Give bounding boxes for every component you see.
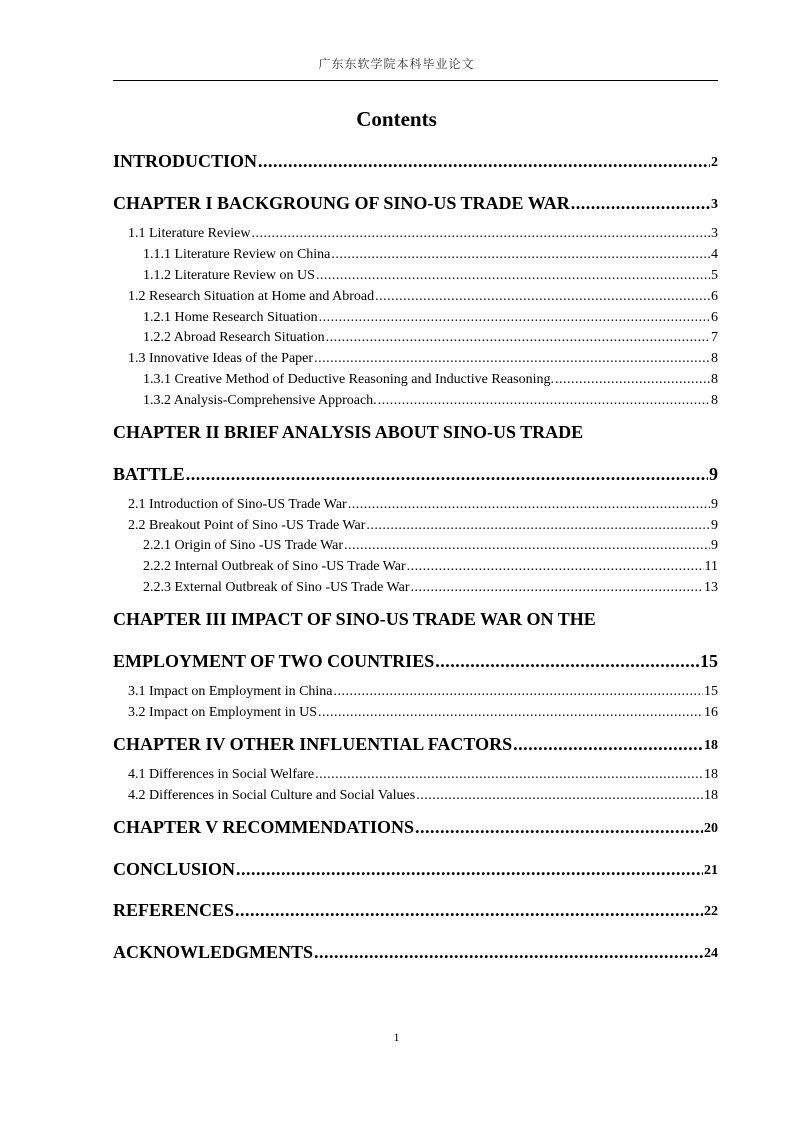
toc-entry-page: 18 [704,788,718,803]
dot-leader [411,581,703,595]
toc-entry-chapter-1[interactable] [113,194,718,212]
toc-entry-page: 24 [704,946,718,961]
dot-leader [326,331,710,345]
toc-entry-page: 15 [700,651,718,671]
toc-entry-conclusion[interactable] [113,860,718,878]
dot-leader [331,248,710,262]
toc-entry-section-1-2[interactable] [128,290,718,304]
dot-leader [315,768,703,782]
toc-entry-page: 11 [704,559,718,574]
toc-entry-title: 2.2.2 Internal Outbreak of Sino -US Trade War [143,559,406,574]
toc-entry-title: 1.2.2 Abroad Research Situation [143,330,325,345]
toc-entry-section-1-1-1[interactable] [143,248,718,262]
toc-entry-title: CHAPTER I BACKGROUNG OF SINO-US TRADE WAR [113,193,570,213]
dot-leader [235,901,703,919]
toc-entry-section-2-1[interactable] [128,498,718,512]
running-header: 广东东软学院本科毕业论文 [318,57,475,71]
toc-entry-title: BATTLE [113,464,185,484]
toc-entry-title: CONCLUSION [113,859,236,879]
toc-entry-page: 6 [711,310,718,325]
toc-entry-page: 4 [711,247,718,262]
dot-leader [415,818,703,836]
toc-entry-section-1-3-2[interactable] [143,394,718,408]
toc-entry-title: 2.2 Breakout Point of Sino -US Trade War [128,518,366,533]
toc-entry-section-2-2-2[interactable] [143,560,718,574]
toc-entry-page: 18 [704,767,718,782]
dot-leader [435,652,699,670]
dot-leader [366,519,710,533]
dot-leader [378,394,710,408]
toc-entry-section-1-1-2[interactable] [143,269,718,283]
toc-entry-title: 3.2 Impact on Employment in US [128,705,317,720]
toc-entry-title: CHAPTER V RECOMMENDATIONS [113,817,415,837]
toc-entry-title: 2.2.1 Origin of Sino -US Trade War [143,538,344,553]
dot-leader [416,789,703,803]
toc-entry-introduction[interactable] [113,152,718,170]
toc-entry-section-4-2[interactable] [128,789,718,803]
toc-entry-title: 1.3 Innovative Ideas of the Paper [128,351,314,366]
toc-entry-page: 6 [711,289,718,304]
toc-entry-page: 5 [711,268,718,283]
toc-entry-title: ACKNOWLEDGMENTS [113,942,314,962]
toc-entry-page: 18 [704,738,718,753]
toc-entry-section-2-2[interactable] [128,519,718,533]
dot-leader [314,943,703,961]
toc-entry-chapter-2-title-line1[interactable]: CHAPTER II BRIEF ANALYSIS ABOUT SINO-US TRADE [113,422,584,442]
dot-leader [571,194,710,212]
toc-entry-section-2-2-3[interactable] [143,581,718,595]
toc-entry-section-1-3-1[interactable] [143,373,718,387]
toc-entry-page: 9 [711,538,718,553]
toc-entry-page: 3 [711,226,718,241]
toc-entry-page: 13 [704,580,718,595]
toc-entry-page: 22 [704,904,718,919]
toc-entry-chapter-2[interactable] [113,465,718,483]
dot-leader [316,269,710,283]
toc-entry-chapter-3[interactable] [113,652,718,670]
dot-leader [513,735,703,753]
toc-entry-title: 1.1.1 Literature Review on China [143,247,331,262]
dot-leader [319,311,710,325]
toc-entry-title: 4.2 Differences in Social Culture and Social Values [128,788,416,803]
toc-entry-page: 8 [711,393,718,408]
toc-entry-page: 20 [704,821,718,836]
toc-entry-title: 1.1.2 Literature Review on US [143,268,315,283]
dot-leader [344,539,710,553]
toc-entry-title: 1.2 Research Situation at Home and Abroad [128,289,375,304]
toc-title: Contents [356,107,437,131]
toc-entry-references[interactable] [113,901,718,919]
toc-entry-section-1-3[interactable] [128,352,718,366]
toc-entry-title: 1.3.2 Analysis-Comprehensive Approach. [143,393,377,408]
toc-entry-title: EMPLOYMENT OF TWO COUNTRIES [113,651,435,671]
dot-leader [314,352,710,366]
dot-leader [236,860,703,878]
toc-entry-title: 2.1 Introduction of Sino-US Trade War [128,497,347,512]
dot-leader [555,373,710,387]
dot-leader [334,685,703,699]
toc-entry-page: 3 [711,197,718,212]
toc-entry-title: INTRODUCTION [113,151,258,171]
dot-leader [186,465,708,483]
toc-entry-title: 4.1 Differences in Social Welfare [128,767,315,782]
toc-entry-section-1-2-1[interactable] [143,311,718,325]
toc-entry-title: 2.2.3 External Outbreak of Sino -US Trade War [143,580,410,595]
dot-leader [258,152,710,170]
toc-entry-chapter-5[interactable] [113,818,718,836]
toc-entry-section-4-1[interactable] [128,768,718,782]
toc-entry-chapter-4[interactable] [113,735,718,753]
toc-entry-section-1-2-2[interactable] [143,331,718,345]
toc-entry-page: 8 [711,351,718,366]
toc-entry-page: 9 [711,497,718,512]
page-number: 1 [393,1030,400,1044]
toc-entry-page: 21 [704,863,718,878]
toc-entry-title: REFERENCES [113,900,235,920]
dot-leader [318,706,703,720]
toc-entry-title: CHAPTER IV OTHER INFLUENTIAL FACTORS [113,734,513,754]
toc-entry-page: 16 [704,705,718,720]
toc-entry-section-1-1[interactable] [128,227,718,241]
toc-entry-page: 15 [704,684,718,699]
toc-entry-chapter-3-title-line1[interactable]: CHAPTER III IMPACT OF SINO-US TRADE WAR ON THE [113,609,596,629]
toc-entry-title: 1.3.1 Creative Method of Deductive Reasoning and Inductive Reasoning. [143,372,554,387]
dot-leader [375,290,710,304]
dot-leader [348,498,710,512]
toc-entry-section-2-2-1[interactable] [143,539,718,553]
toc-entry-page: 2 [711,155,718,170]
toc-entry-page: 8 [711,372,718,387]
toc-entry-acknowledgments[interactable] [113,943,718,961]
toc-entry-page: 9 [711,518,718,533]
toc-entry-title: 1.2.1 Home Research Situation [143,310,318,325]
dot-leader [251,227,710,241]
toc-entry-section-3-2[interactable] [128,706,718,720]
dot-leader [407,560,704,574]
toc-entry-page: 7 [711,330,718,345]
toc-entry-title: 3.1 Impact on Employment in China [128,684,333,699]
toc-entry-page: 9 [709,464,718,484]
toc-entry-section-3-1[interactable] [128,685,718,699]
toc-entry-title: 1.1 Literature Review [128,226,251,241]
